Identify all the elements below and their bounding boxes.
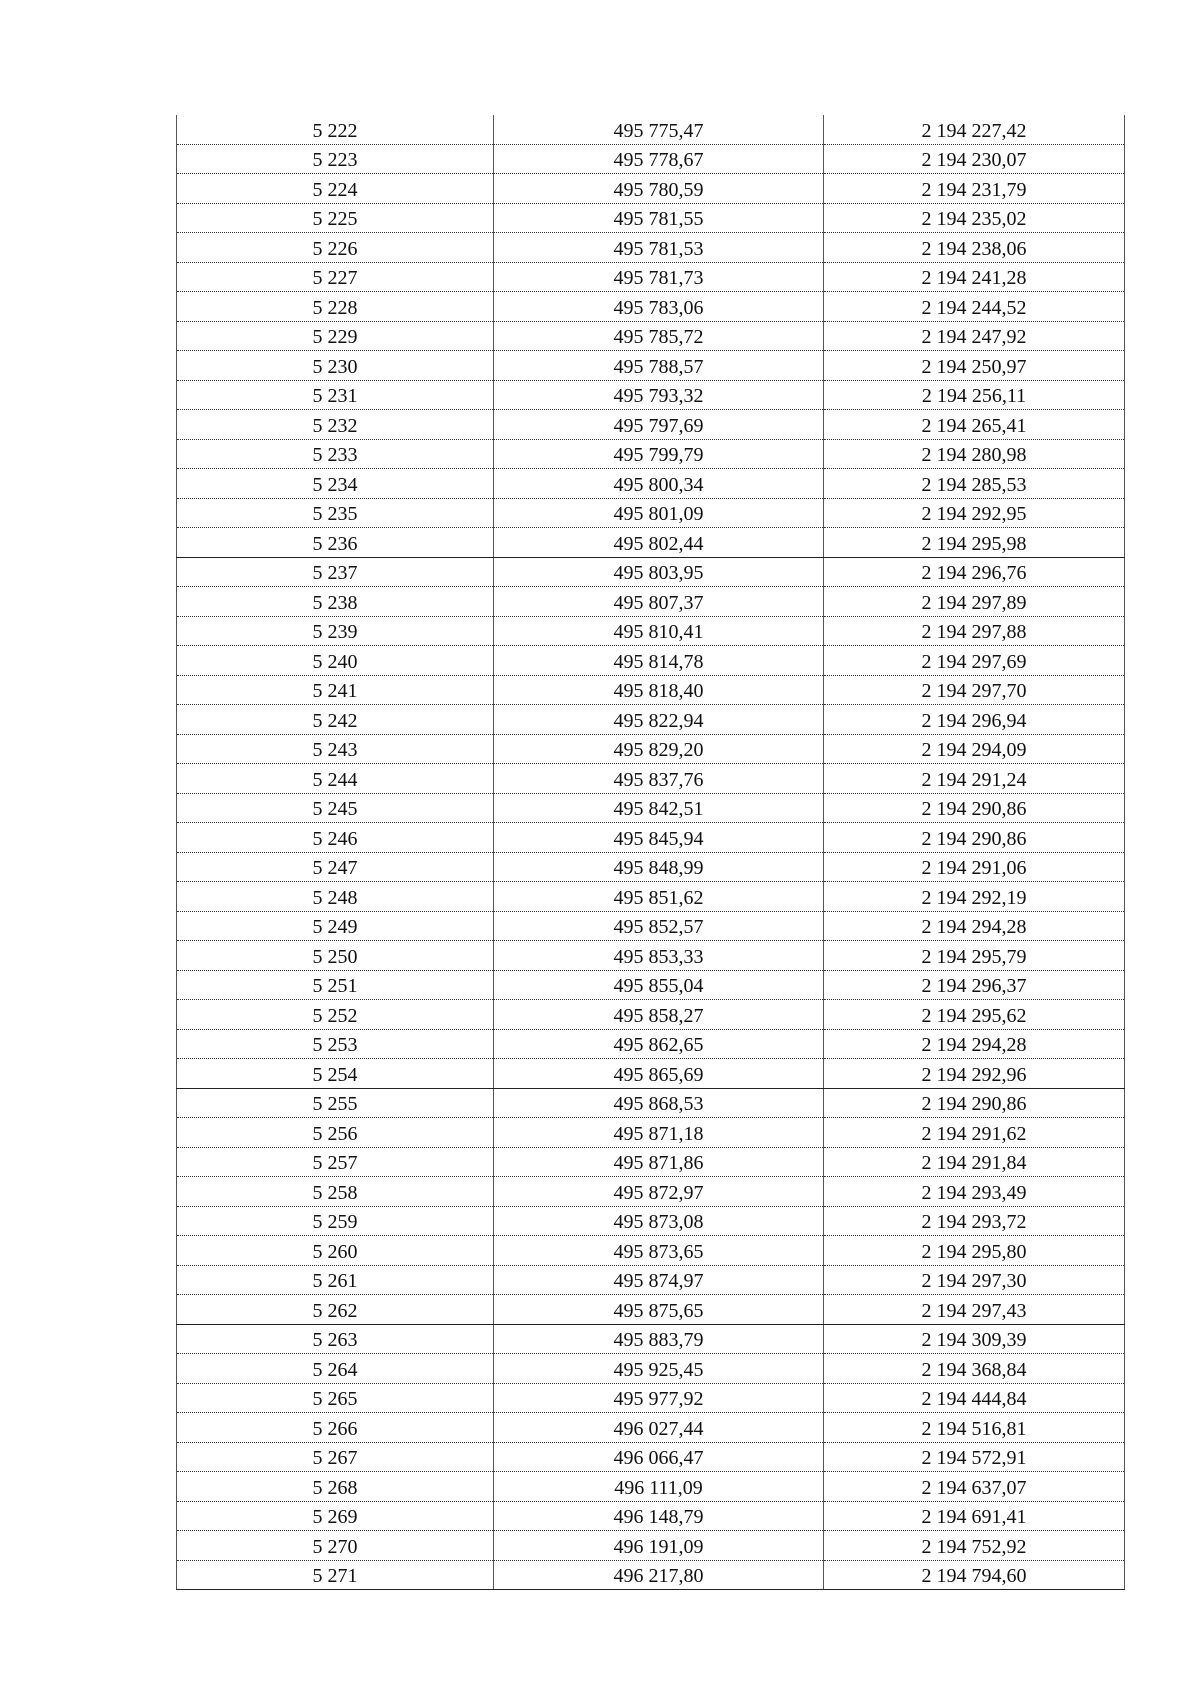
table-row [177, 1147, 1125, 1177]
point-number-cell: 5 251 [177, 970, 494, 1000]
y-coordinate-cell: 2 194 280,98 [824, 439, 1125, 469]
y-coordinate-cell: 2 194 294,09 [824, 734, 1125, 764]
y-coordinate-cell: 2 194 295,98 [824, 528, 1125, 558]
point-number-cell: 5 225 [177, 203, 494, 233]
table-row [177, 970, 1125, 1000]
point-number-cell: 5 262 [177, 1295, 494, 1325]
x-coordinate-cell: 496 027,44 [494, 1413, 824, 1443]
y-coordinate-cell: 2 194 235,02 [824, 203, 1125, 233]
point-number-cell: 5 264 [177, 1354, 494, 1384]
y-coordinate-cell: 2 194 295,80 [824, 1236, 1125, 1266]
point-number-cell: 5 265 [177, 1383, 494, 1413]
table-row [177, 705, 1125, 735]
point-number-cell: 5 236 [177, 528, 494, 558]
point-number-cell: 5 260 [177, 1236, 494, 1266]
point-number-cell: 5 269 [177, 1501, 494, 1531]
x-coordinate-cell: 495 807,37 [494, 587, 824, 617]
table-row [177, 823, 1125, 853]
y-coordinate-cell: 2 194 297,43 [824, 1295, 1125, 1325]
y-coordinate-cell: 2 194 265,41 [824, 410, 1125, 440]
point-number-cell: 5 263 [177, 1324, 494, 1354]
table-row [177, 616, 1125, 646]
y-coordinate-cell: 2 194 752,92 [824, 1531, 1125, 1561]
point-number-cell: 5 237 [177, 557, 494, 587]
y-coordinate-cell: 2 194 241,28 [824, 262, 1125, 292]
x-coordinate-cell: 495 814,78 [494, 646, 824, 676]
x-coordinate-cell: 495 848,99 [494, 852, 824, 882]
table-row [177, 351, 1125, 381]
table-row [177, 410, 1125, 440]
table-row [177, 646, 1125, 676]
table-row [177, 1118, 1125, 1148]
y-coordinate-cell: 2 194 297,89 [824, 587, 1125, 617]
point-number-cell: 5 245 [177, 793, 494, 823]
table-row [177, 1324, 1125, 1354]
table-row [177, 557, 1125, 587]
x-coordinate-cell: 495 810,41 [494, 616, 824, 646]
y-coordinate-cell: 2 194 292,95 [824, 498, 1125, 528]
y-coordinate-cell: 2 194 296,37 [824, 970, 1125, 1000]
y-coordinate-cell: 2 194 290,86 [824, 823, 1125, 853]
x-coordinate-cell: 495 775,47 [494, 115, 824, 144]
x-coordinate-cell: 495 788,57 [494, 351, 824, 381]
point-number-cell: 5 271 [177, 1560, 494, 1590]
y-coordinate-cell: 2 194 292,96 [824, 1059, 1125, 1089]
table-row [177, 1059, 1125, 1089]
y-coordinate-cell: 2 194 691,41 [824, 1501, 1125, 1531]
table-row [177, 1354, 1125, 1384]
x-coordinate-cell: 496 148,79 [494, 1501, 824, 1531]
y-coordinate-cell: 2 194 238,06 [824, 233, 1125, 263]
y-coordinate-cell: 2 194 293,49 [824, 1177, 1125, 1207]
table-row [177, 882, 1125, 912]
y-coordinate-cell: 2 194 309,39 [824, 1324, 1125, 1354]
table-row [177, 1442, 1125, 1472]
y-coordinate-cell: 2 194 292,19 [824, 882, 1125, 912]
y-coordinate-cell: 2 194 293,72 [824, 1206, 1125, 1236]
table-row [177, 1531, 1125, 1561]
y-coordinate-cell: 2 194 291,84 [824, 1147, 1125, 1177]
table-row [177, 587, 1125, 617]
y-coordinate-cell: 2 194 637,07 [824, 1472, 1125, 1502]
point-number-cell: 5 248 [177, 882, 494, 912]
point-number-cell: 5 241 [177, 675, 494, 705]
point-number-cell: 5 258 [177, 1177, 494, 1207]
y-coordinate-cell: 2 194 297,88 [824, 616, 1125, 646]
table-row [177, 1000, 1125, 1030]
x-coordinate-cell: 495 852,57 [494, 911, 824, 941]
table-row [177, 1295, 1125, 1325]
table-row [177, 734, 1125, 764]
x-coordinate-cell: 495 837,76 [494, 764, 824, 794]
x-coordinate-cell: 495 865,69 [494, 1059, 824, 1089]
x-coordinate-cell: 495 873,65 [494, 1236, 824, 1266]
y-coordinate-cell: 2 194 294,28 [824, 1029, 1125, 1059]
table-row [177, 380, 1125, 410]
y-coordinate-cell: 2 194 368,84 [824, 1354, 1125, 1384]
x-coordinate-cell: 495 855,04 [494, 970, 824, 1000]
coordinates-table [176, 115, 1125, 1590]
y-coordinate-cell: 2 194 297,69 [824, 646, 1125, 676]
x-coordinate-cell: 495 851,62 [494, 882, 824, 912]
table-row [177, 439, 1125, 469]
table-row [177, 233, 1125, 263]
x-coordinate-cell: 495 801,09 [494, 498, 824, 528]
x-coordinate-cell: 495 868,53 [494, 1088, 824, 1118]
x-coordinate-cell: 495 797,69 [494, 410, 824, 440]
point-number-cell: 5 244 [177, 764, 494, 794]
point-number-cell: 5 228 [177, 292, 494, 322]
point-number-cell: 5 230 [177, 351, 494, 381]
table-row [177, 1265, 1125, 1295]
point-number-cell: 5 254 [177, 1059, 494, 1089]
table-row [177, 793, 1125, 823]
table-row [177, 1236, 1125, 1266]
point-number-cell: 5 229 [177, 321, 494, 351]
table-row [177, 321, 1125, 351]
y-coordinate-cell: 2 194 290,86 [824, 793, 1125, 823]
table-row [177, 911, 1125, 941]
x-coordinate-cell: 495 781,53 [494, 233, 824, 263]
table-row [177, 1501, 1125, 1531]
table-row [177, 174, 1125, 204]
x-coordinate-cell: 495 781,55 [494, 203, 824, 233]
x-coordinate-cell: 496 217,80 [494, 1560, 824, 1590]
x-coordinate-cell: 495 778,67 [494, 144, 824, 174]
x-coordinate-cell: 495 862,65 [494, 1029, 824, 1059]
point-number-cell: 5 249 [177, 911, 494, 941]
y-coordinate-cell: 2 194 290,86 [824, 1088, 1125, 1118]
y-coordinate-cell: 2 194 244,52 [824, 292, 1125, 322]
table-row [177, 292, 1125, 322]
y-coordinate-cell: 2 194 291,24 [824, 764, 1125, 794]
x-coordinate-cell: 496 066,47 [494, 1442, 824, 1472]
x-coordinate-cell: 495 802,44 [494, 528, 824, 558]
table-row [177, 675, 1125, 705]
y-coordinate-cell: 2 194 291,62 [824, 1118, 1125, 1148]
x-coordinate-cell: 495 845,94 [494, 823, 824, 853]
x-coordinate-cell: 495 874,97 [494, 1265, 824, 1295]
x-coordinate-cell: 495 873,08 [494, 1206, 824, 1236]
table-row [177, 941, 1125, 971]
table-row [177, 115, 1125, 144]
y-coordinate-cell: 2 194 291,06 [824, 852, 1125, 882]
x-coordinate-cell: 495 875,65 [494, 1295, 824, 1325]
point-number-cell: 5 252 [177, 1000, 494, 1030]
point-number-cell: 5 250 [177, 941, 494, 971]
y-coordinate-cell: 2 194 247,92 [824, 321, 1125, 351]
y-coordinate-cell: 2 194 231,79 [824, 174, 1125, 204]
point-number-cell: 5 259 [177, 1206, 494, 1236]
x-coordinate-cell: 495 780,59 [494, 174, 824, 204]
coordinates-table-body [177, 115, 1125, 1590]
x-coordinate-cell: 495 858,27 [494, 1000, 824, 1030]
x-coordinate-cell: 496 191,09 [494, 1531, 824, 1561]
x-coordinate-cell: 495 871,18 [494, 1118, 824, 1148]
point-number-cell: 5 257 [177, 1147, 494, 1177]
x-coordinate-cell: 495 822,94 [494, 705, 824, 735]
x-coordinate-cell: 495 793,32 [494, 380, 824, 410]
table-row [177, 498, 1125, 528]
point-number-cell: 5 232 [177, 410, 494, 440]
table-row [177, 1560, 1125, 1590]
point-number-cell: 5 238 [177, 587, 494, 617]
x-coordinate-cell: 495 977,92 [494, 1383, 824, 1413]
x-coordinate-cell: 495 799,79 [494, 439, 824, 469]
point-number-cell: 5 246 [177, 823, 494, 853]
point-number-cell: 5 231 [177, 380, 494, 410]
point-number-cell: 5 255 [177, 1088, 494, 1118]
point-number-cell: 5 223 [177, 144, 494, 174]
table-row [177, 1413, 1125, 1443]
x-coordinate-cell: 495 883,79 [494, 1324, 824, 1354]
y-coordinate-cell: 2 194 230,07 [824, 144, 1125, 174]
point-number-cell: 5 256 [177, 1118, 494, 1148]
x-coordinate-cell: 495 871,86 [494, 1147, 824, 1177]
point-number-cell: 5 240 [177, 646, 494, 676]
x-coordinate-cell: 495 818,40 [494, 675, 824, 705]
point-number-cell: 5 235 [177, 498, 494, 528]
point-number-cell: 5 234 [177, 469, 494, 499]
x-coordinate-cell: 495 785,72 [494, 321, 824, 351]
point-number-cell: 5 253 [177, 1029, 494, 1059]
table-row [177, 1088, 1125, 1118]
point-number-cell: 5 267 [177, 1442, 494, 1472]
y-coordinate-cell: 2 194 227,42 [824, 115, 1125, 144]
y-coordinate-cell: 2 194 297,70 [824, 675, 1125, 705]
table-row [177, 144, 1125, 174]
x-coordinate-cell: 495 800,34 [494, 469, 824, 499]
point-number-cell: 5 224 [177, 174, 494, 204]
y-coordinate-cell: 2 194 296,94 [824, 705, 1125, 735]
point-number-cell: 5 266 [177, 1413, 494, 1443]
table-row [177, 1383, 1125, 1413]
x-coordinate-cell: 495 781,73 [494, 262, 824, 292]
point-number-cell: 5 242 [177, 705, 494, 735]
table-row [177, 852, 1125, 882]
table-row [177, 1177, 1125, 1207]
y-coordinate-cell: 2 194 297,30 [824, 1265, 1125, 1295]
y-coordinate-cell: 2 194 296,76 [824, 557, 1125, 587]
point-number-cell: 5 222 [177, 115, 494, 144]
table-row [177, 1472, 1125, 1502]
point-number-cell: 5 243 [177, 734, 494, 764]
point-number-cell: 5 247 [177, 852, 494, 882]
table-row [177, 469, 1125, 499]
point-number-cell: 5 261 [177, 1265, 494, 1295]
y-coordinate-cell: 2 194 444,84 [824, 1383, 1125, 1413]
table-row [177, 528, 1125, 558]
y-coordinate-cell: 2 194 256,11 [824, 380, 1125, 410]
point-number-cell: 5 227 [177, 262, 494, 292]
table-row [177, 1029, 1125, 1059]
y-coordinate-cell: 2 194 572,91 [824, 1442, 1125, 1472]
table-row [177, 764, 1125, 794]
table-row [177, 203, 1125, 233]
x-coordinate-cell: 496 111,09 [494, 1472, 824, 1502]
y-coordinate-cell: 2 194 794,60 [824, 1560, 1125, 1590]
y-coordinate-cell: 2 194 250,97 [824, 351, 1125, 381]
x-coordinate-cell: 495 925,45 [494, 1354, 824, 1384]
table-row [177, 262, 1125, 292]
point-number-cell: 5 268 [177, 1472, 494, 1502]
point-number-cell: 5 233 [177, 439, 494, 469]
point-number-cell: 5 270 [177, 1531, 494, 1561]
x-coordinate-cell: 495 853,33 [494, 941, 824, 971]
x-coordinate-cell: 495 803,95 [494, 557, 824, 587]
y-coordinate-cell: 2 194 295,62 [824, 1000, 1125, 1030]
y-coordinate-cell: 2 194 516,81 [824, 1413, 1125, 1443]
y-coordinate-cell: 2 194 294,28 [824, 911, 1125, 941]
point-number-cell: 5 226 [177, 233, 494, 263]
table-row [177, 1206, 1125, 1236]
y-coordinate-cell: 2 194 285,53 [824, 469, 1125, 499]
y-coordinate-cell: 2 194 295,79 [824, 941, 1125, 971]
x-coordinate-cell: 495 783,06 [494, 292, 824, 322]
x-coordinate-cell: 495 829,20 [494, 734, 824, 764]
x-coordinate-cell: 495 842,51 [494, 793, 824, 823]
point-number-cell: 5 239 [177, 616, 494, 646]
x-coordinate-cell: 495 872,97 [494, 1177, 824, 1207]
